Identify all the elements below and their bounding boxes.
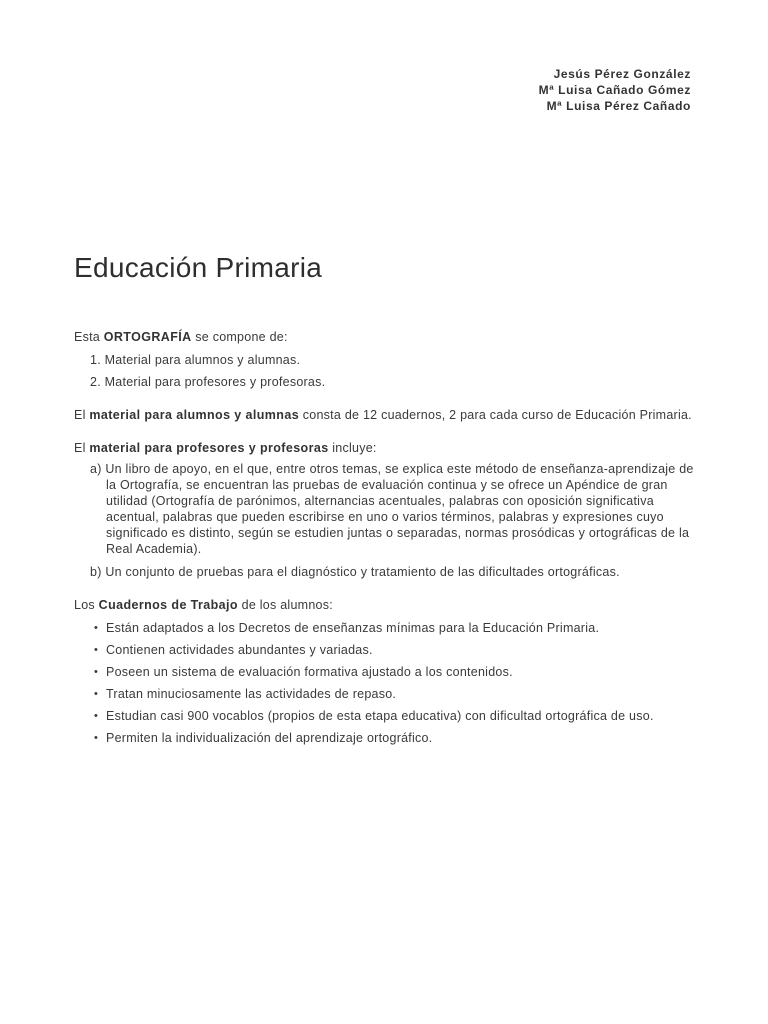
paragraph-text: El <box>74 408 90 422</box>
intro-emphasis: ORTOGRAFÍA <box>103 330 192 344</box>
list-item: 1. Material para alumnos y alumnas. <box>90 353 301 367</box>
author-name: Mª Luisa Pérez Cañado <box>546 99 691 113</box>
bullet-icon: • <box>94 688 99 700</box>
list-item <box>94 686 699 702</box>
document-body <box>74 329 699 752</box>
bullet-icon: • <box>94 732 99 744</box>
page-title: Educación Primaria <box>74 252 323 283</box>
list-item <box>94 730 699 746</box>
paragraph-emphasis: material para alumnos y alumnas <box>89 408 300 422</box>
intro-paragraph <box>74 329 699 345</box>
bullet-icon: • <box>94 622 99 634</box>
list-item-text: Poseen un sistema de evaluación formativa ajustado a los contenidos. <box>106 665 513 679</box>
bullet-icon: • <box>94 644 99 656</box>
profesores-list <box>74 461 699 580</box>
author-list <box>539 66 691 114</box>
list-item-text: Estudian casi 900 vocablos (propios de esta etapa educativa) con dificultad ortográfica de uso. <box>106 709 654 723</box>
paragraph-emphasis: Cuadernos de Trabajo <box>98 598 238 612</box>
list-item <box>94 708 699 724</box>
paragraph-emphasis: material para profesores y profesoras <box>89 441 329 455</box>
paragraph-text: El <box>74 441 90 455</box>
paragraph-text-end: de los alumnos: <box>237 598 333 612</box>
bullet-icon: • <box>94 710 99 722</box>
list-item <box>94 620 699 636</box>
paragraph-text: Los <box>74 598 99 612</box>
intro-text: Esta <box>74 330 104 344</box>
paragraph-text-end: consta de 12 cuadernos, 2 para cada curso de Educación Primaria. <box>299 408 692 422</box>
list-item: 2. Material para profesores y profesoras. <box>90 375 326 389</box>
components-list <box>74 352 699 390</box>
list-item-text: Permiten la individualización del aprendizaje ortográfico. <box>106 731 433 745</box>
list-item <box>94 642 699 658</box>
list-item <box>94 664 699 680</box>
cuadernos-list <box>74 620 699 746</box>
author-name: Mª Luisa Cañado Gómez <box>538 83 691 97</box>
list-item-text: Están adaptados a los Decretos de enseñanzas mínimas para la Educación Primaria. <box>106 621 600 635</box>
alumnos-paragraph <box>74 407 699 423</box>
list-item-text: Contienen actividades abundantes y variadas. <box>106 643 373 657</box>
paragraph-text-end: incluye: <box>328 441 377 455</box>
author-name: Jesús Pérez González <box>553 67 691 81</box>
bullet-icon: • <box>94 666 99 678</box>
list-item: b) Un conjunto de pruebas para el diagnóstico y tratamiento de las dificultades ortográficas. <box>90 565 620 579</box>
list-item: a) Un libro de apoyo, en el que, entre otros temas, se explica este método de enseñanza-aprendizaje de la Ortografía, se encuentran las pruebas de evaluación continua y se ofrece un Apéndice de gran utilidad (Ortografía de parónimos, alternancias acentuales, palabras con oposición significativa acentual, palabras que pueden escribirse en uno o varios términos, palabras y expresiones cuyo significado es distinto, según se estudien juntas o separadas, normas prosódicas y ortográficas de la Real Academia). <box>90 462 694 556</box>
intro-text-end: se compone de: <box>191 330 288 344</box>
list-item-text: Tratan minuciosamente las actividades de repaso. <box>106 687 397 701</box>
cuadernos-paragraph <box>74 597 699 613</box>
profesores-paragraph <box>74 440 699 456</box>
